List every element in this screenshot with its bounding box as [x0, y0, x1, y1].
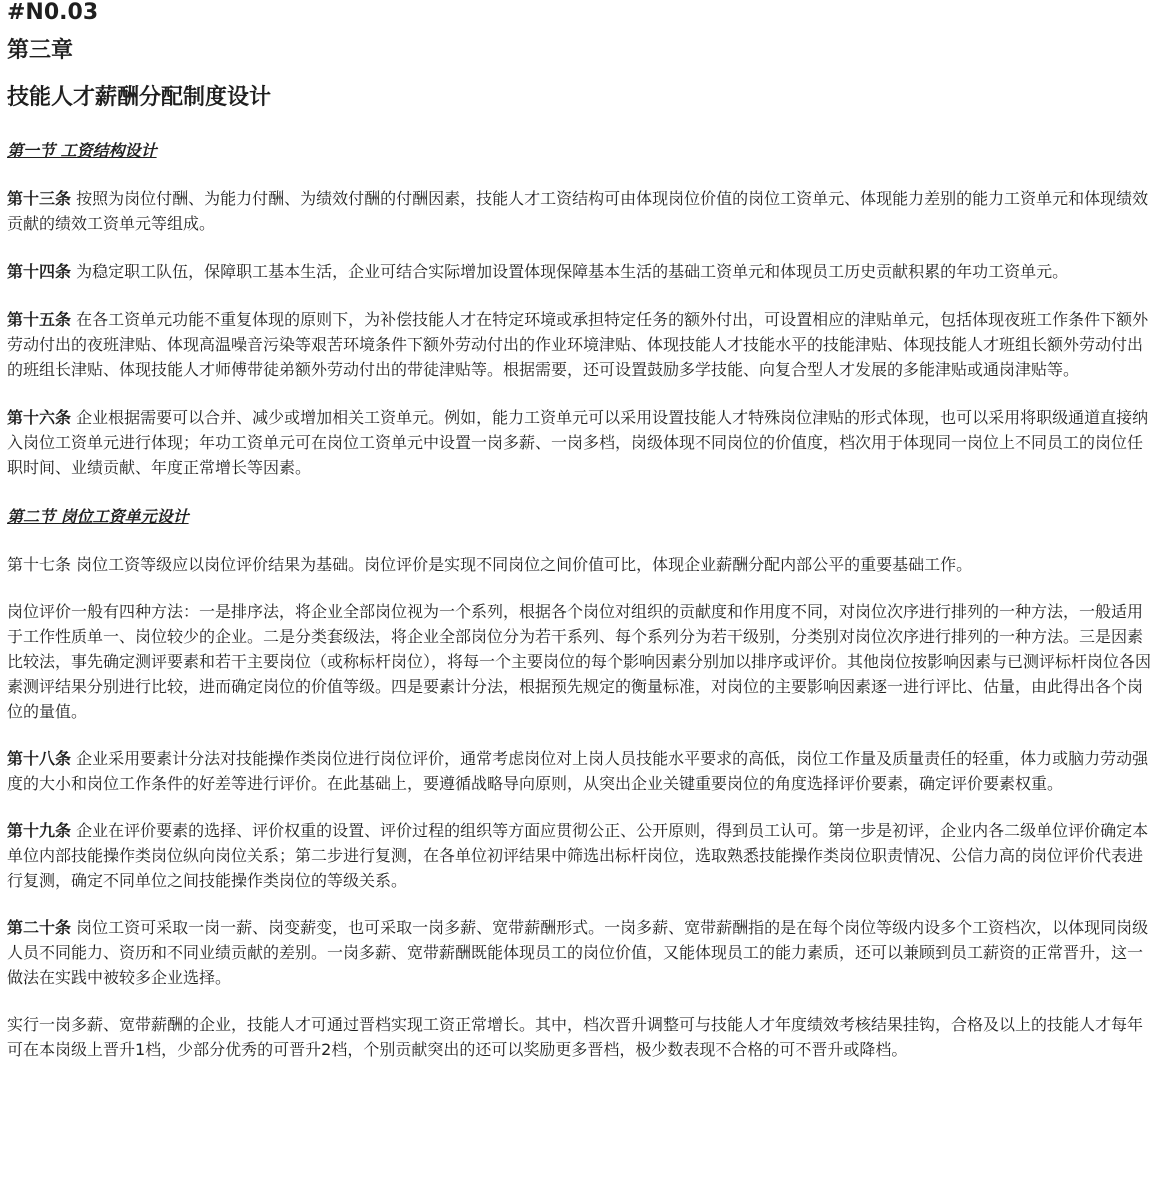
article-16 — [7, 405, 1154, 480]
job-evaluation-methods-paragraph: 岗位评价一般有四种方法：一是排序法，将企业全部岗位视为一个系列，根据各个岗位对组织的贡献度和作用度不同，对岗位次序进行排列的一种方法，一般适用于工作性质单一、岗位较少的企业。二是分类套级法，将企业全部岗位分为若干系列、每个系列分为若干级别，分类别对岗位次序进行排列的一种方法。三是因素比较法，事先确定测评要素和若干主要岗位（或称标杆岗位），将每一个主要岗位的每个影响因素分别加以排序或评价。其他岗位按影响因素与已测评标杆岗位各因素测评结果分别进行比较，进而确定岗位的价值等级。四是要素计分法，根据预先规定的衡量标准，对岗位的主要影响因素逐一进行评比、估量，由此得出各个岗位的量值。 — [7, 602, 1152, 721]
article-20 — [7, 915, 1154, 990]
document-title: 技能人才薪酬分配制度设计 — [7, 85, 272, 110]
article-18-label: 第十八条 — [7, 749, 72, 768]
article-15 — [7, 307, 1154, 382]
article-19-label: 第十九条 — [7, 821, 72, 840]
article-18-text: 企业采用要素计分法对技能操作类岗位进行岗位评价，通常考虑岗位对上岗人员技能水平要求的高低，岗位工作量及质量责任的轻重，体力或脑力劳动强度的大小和岗位工作条件的好差等进行评价。在此基础上，要遵循战略导向原则，从突出企业关键重要岗位的角度选择评价要素，确定评价要素权重。 — [7, 749, 1149, 793]
broadband-pay-paragraph: 实行一岗多薪、宽带薪酬的企业，技能人才可通过晋档实现工资正常增长。其中，档次晋升调整可与技能人才年度绩效考核结果挂钩，合格及以上的技能人才每年可在本岗级上晋升1档，少部分优秀的可晋升2档，个别贡献突出的还可以奖励更多晋档，极少数表现不合格的可不晋升或降档。 — [7, 1015, 1144, 1059]
article-15-text: 在各工资单元功能不重复体现的原则下，为补偿技能人才在特定环境或承担特定任务的额外付出，可设置相应的津贴单元，包括体现夜班工作条件下额外劳动付出的夜班津贴、体现高温噪音污染等艰苦环境条件下额外劳动付出的作业环境津贴、体现技能人才技能水平的技能津贴、体现技能人才班组长额外劳动付出的班组长津贴、体现技能人才师傅带徒弟额外劳动付出的带徒津贴等。根据需要，还可设置鼓励多学技能、向复合型人才发展的多能津贴或通岗津贴等。 — [7, 310, 1149, 379]
document-id: #N0.03 — [7, 0, 99, 25]
article-20-label: 第二十条 — [7, 918, 72, 937]
article-17: 第十七条 岗位工资等级应以岗位评价结果为基础。岗位评价是实现不同岗位之间价值可比，体现企业薪酬分配内部公平的重要基础工作。 — [7, 555, 973, 574]
article-19-text: 企业在评价要素的选择、评价权重的设置、评价过程的组织等方面应贯彻公正、公开原则，得到员工认可。第一步是初评，企业内各二级单位评价确定本单位内部技能操作类岗位纵向岗位关系；第二步进行复测，在各单位初评结果中筛选出标杆岗位，选取熟悉技能操作类岗位职责情况、公信力高的岗位评价代表进行复测，确定不同单位之间技能操作类岗位的等级关系。 — [7, 821, 1149, 890]
section-heading-2: 第二节 岗位工资单元设计 — [7, 507, 189, 526]
article-14 — [7, 259, 1154, 284]
chapter-heading: 第三章 — [7, 38, 74, 63]
article-16-text: 企业根据需要可以合并、减少或增加相关工资单元。例如，能力工资单元可以采用设置技能人才特殊岗位津贴的形式体现，也可以采用将职级通道直接纳入岗位工资单元进行体现；年功工资单元可在岗位工资单元中设置一岗多薪、一岗多档，岗级体现不同岗位的价值度，档次用于体现同一岗位上不同员工的岗位任职时间、业绩贡献、年度正常增长等因素。 — [7, 408, 1149, 477]
article-20-text: 岗位工资可采取一岗一薪、岗变薪变，也可采取一岗多薪、宽带薪酬形式。一岗多薪、宽带薪酬指的是在每个岗位等级内设多个工资档次，以体现同岗级人员不同能力、资历和不同业绩贡献的差别。一岗多薪、宽带薪酬既能体现员工的岗位价值，又能体现员工的能力素质，还可以兼顾到员工薪资的正常晋升，这一做法在实践中被较多企业选择。 — [7, 918, 1149, 987]
article-15-label: 第十五条 — [7, 310, 72, 329]
article-14-text: 为稳定职工队伍，保障职工基本生活，企业可结合实际增加设置体现保障基本生活的基础工资单元和体现员工历史贡献积累的年功工资单元。 — [71, 262, 1069, 281]
article-14-label: 第十四条 — [7, 262, 72, 281]
article-13-label: 第十三条 — [7, 189, 72, 208]
article-13-text: 按照为岗位付酬、为能力付酬、为绩效付酬的付酬因素，技能人才工资结构可由体现岗位价值的岗位工资单元、体现能力差别的能力工资单元和体现绩效贡献的绩效工资单元等组成。 — [7, 189, 1149, 233]
section-heading-1: 第一节 工资结构设计 — [7, 141, 157, 160]
article-13 — [7, 186, 1154, 236]
article-16-label: 第十六条 — [7, 408, 72, 427]
article-18 — [7, 746, 1154, 796]
article-19 — [7, 818, 1154, 893]
